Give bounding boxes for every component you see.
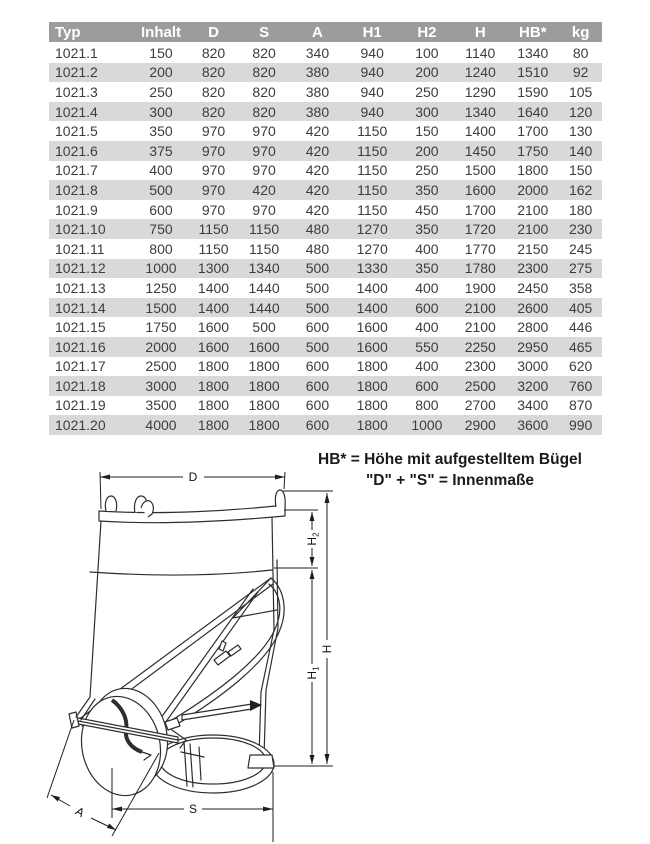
table-cell: 250 [415,162,439,179]
table-cell: 1800 [248,358,280,375]
cell-typ: 1021.11 [55,240,105,257]
cell-typ: 1021.3 [55,83,98,100]
table-cell: 940 [360,45,384,62]
table-cell: 1600 [345,337,400,357]
table-cell: 940 [345,102,400,122]
table-cell: 100 [415,45,439,62]
legend-line-hb: HB* = Höhe mit aufgestelltem Bügel [318,451,582,468]
table-cell: 130 [568,123,593,140]
table-cell: 350 [400,219,455,239]
table-cell: 500 [290,259,345,279]
table-cell: 820 [252,45,276,62]
cell-typ: 1021.7 [55,162,98,179]
table-cell: 500 [133,180,189,200]
table-cell: 150 [415,123,439,140]
table-cell: 358 [568,279,593,296]
table-cell: 500 [290,298,345,318]
table-cell: 2700 [464,397,496,414]
table-cell: 1150 [357,162,388,179]
table-cell: 2000 [133,337,189,357]
table-cell: 760 [559,376,602,396]
table-cell: 1720 [454,219,506,239]
table-cell: 400 [415,240,439,257]
table-cell: 1400 [197,279,230,296]
table-cell: 420 [305,123,330,140]
table-cell: 1780 [454,259,506,279]
table-cell: 1000 [400,415,455,435]
table-cell: 1270 [345,219,400,239]
table-cell: 3500 [145,397,177,414]
col-header-s: S [238,22,290,43]
table-cell: 800 [415,397,439,414]
table-cell: 1750 [145,319,177,336]
table-cell: 1340 [517,45,549,62]
table-cell: 2300 [464,358,496,375]
table-cell: 820 [201,45,226,62]
dim-h [273,491,334,766]
table-cell: 2000 [506,180,559,200]
col-header-inhalt: Inhalt [133,22,189,43]
table-cell: 1510 [506,63,559,83]
table-cell: 1590 [517,83,549,100]
cell-typ: 1021.12 [49,259,133,279]
support-strut [182,700,262,720]
col-header-a: A [290,22,345,43]
table-cell: 820 [201,83,226,100]
table-cell: 940 [360,83,384,100]
table-cell: 1340 [454,102,506,122]
table-cell: 380 [290,63,345,83]
table-cell: 1250 [145,279,177,296]
table-cell: 870 [568,397,593,414]
table-cell: 1800 [345,415,400,435]
table-cell: 820 [189,102,238,122]
table-cell: 600 [290,376,345,396]
cell-typ: 1021.6 [49,141,133,161]
table-cell: 446 [568,319,593,336]
table-cell: 1500 [464,162,496,179]
table-cell: 3000 [517,358,549,375]
table-cell: 300 [133,102,189,122]
dim-label-h1: $H_1$ [305,666,321,680]
table-cell: 350 [400,180,455,200]
cell-typ: 1021.1 [55,45,98,62]
table-cell: 1800 [356,397,388,414]
table-cell: 405 [559,298,602,318]
table-cell: 2150 [517,240,549,257]
table-cell: 1600 [454,180,506,200]
table-cell: 4000 [133,415,189,435]
table-cell: 1150 [357,123,388,140]
dim-label-a: A [73,803,87,821]
table-cell: 2600 [506,298,559,318]
table-cell: 600 [400,298,455,318]
table-cell: 970 [189,180,238,200]
table-cell: 1150 [238,219,290,239]
table-cell: 820 [252,83,276,100]
table-cell: 1750 [506,141,559,161]
table-cell: 2900 [454,415,506,435]
table-cell: 350 [149,123,173,140]
col-header-kg: kg [559,22,602,43]
table-cell: 420 [290,141,345,161]
table-cell: 400 [415,319,439,336]
table-cell: 1440 [238,298,290,318]
table-cell: 150 [568,162,593,179]
table-cell: 1800 [238,415,290,435]
table-cell: 970 [189,141,238,161]
table-cell: 820 [189,63,238,83]
table-cell: 3600 [506,415,559,435]
table-cell: 250 [149,83,173,100]
table-cell: 620 [568,358,593,375]
table-cell: 300 [400,102,455,122]
table-cell: 1600 [197,319,230,336]
table-cell: 1140 [465,45,496,62]
table-cell: 600 [305,319,330,336]
table-cell: 970 [252,123,276,140]
table-cell: 450 [415,201,439,218]
table-cell: 400 [149,162,173,179]
table-cell: 200 [400,141,455,161]
cell-typ: 1021.10 [49,219,133,239]
dim-label-s: S [188,802,198,816]
col-header-h: H [454,22,506,43]
table-cell: 600 [149,201,173,218]
cell-typ: 1021.20 [49,415,133,435]
table-cell: 2300 [506,259,559,279]
table-cell: 420 [305,201,330,218]
cell-typ: 1021.14 [49,298,133,318]
col-header-d: D [189,22,238,43]
table-cell: 2950 [506,337,559,357]
lug-left [105,496,116,511]
table-cell: 820 [238,63,290,83]
table-cell: 400 [415,279,439,296]
table-cell: 940 [345,63,400,83]
table-cell: 2800 [517,319,549,336]
table-cell: 500 [252,319,276,336]
dim-d [100,470,285,509]
table-cell: 970 [238,141,290,161]
table-cell: 1800 [248,397,280,414]
table-cell: 970 [252,201,276,218]
table-cell: 2100 [506,219,559,239]
table-cell: 92 [559,63,602,83]
table-cell: 600 [305,358,330,375]
cell-typ: 1021.9 [55,201,98,218]
cell-typ: 1021.19 [55,397,106,414]
table-cell: 80 [572,45,589,62]
table-cell: 1900 [464,279,496,296]
table-cell: 2100 [517,201,549,218]
table-cell: 1700 [517,123,549,140]
table-cell: 970 [201,162,226,179]
table-cell: 105 [568,83,593,100]
table-cell: 1770 [464,240,496,257]
table-cell: 990 [559,415,602,435]
table-cell: 200 [400,63,455,83]
table-cell: 500 [305,279,330,296]
table-cell: 1450 [454,141,506,161]
table-cell: 1150 [249,240,280,257]
table-cell: 150 [149,45,173,62]
table-cell: 2100 [454,298,506,318]
table-cell: 380 [290,102,345,122]
table-cell: 380 [305,83,330,100]
table-cell: 1400 [464,123,496,140]
col-header-hb: HB* [506,22,559,43]
dim-label-h: H [320,644,334,654]
dim-h2-h1 [274,510,321,764]
table-cell: 420 [238,180,290,200]
table-cell: 1150 [357,201,388,218]
cell-typ: 1021.5 [55,123,98,140]
table-cell: 180 [568,201,593,218]
table-cell: 1800 [517,162,549,179]
table-cell: 140 [559,141,602,161]
table-cell: 480 [290,219,345,239]
table-cell: 1270 [356,240,388,257]
table-cell: 1700 [464,201,496,218]
table-cell: 1240 [454,63,506,83]
table-cell: 1330 [345,259,400,279]
lug-right [275,490,285,507]
cell-typ: 1021.4 [49,102,133,122]
dim-label-d: D [188,470,198,484]
cell-typ: 1021.2 [49,63,133,83]
dim-label-h2: $H_2$ [305,532,321,546]
table-cell: 800 [149,240,173,257]
table-cell: 1150 [198,240,229,257]
table-cell: 375 [133,141,189,161]
table-cell: 1800 [197,358,230,375]
table-cell: 1800 [189,376,238,396]
cell-typ: 1021.13 [55,279,106,296]
table-cell: 420 [305,162,330,179]
table-cell: 1400 [345,298,400,318]
table-cell: 1150 [345,141,400,161]
table-cell: 2250 [454,337,506,357]
table-cell: 600 [290,415,345,435]
table-cell: 1440 [248,279,280,296]
table-cell: 970 [252,162,276,179]
table-cell: 3000 [133,376,189,396]
table-cell: 400 [415,358,439,375]
table-cell: 970 [201,201,226,218]
table-cell: 3400 [517,397,549,414]
col-header-h2: H2 [400,22,455,43]
table-cell: 1800 [189,415,238,435]
table-cell: 2500 [145,358,177,375]
table-cell: 350 [400,259,455,279]
table-cell: 340 [305,45,330,62]
table-cell: 550 [400,337,455,357]
legend-line-ds: "D" + "S" = Innenmaße [365,472,535,489]
table-cell: 245 [568,240,593,257]
cell-typ: 1021.16 [49,337,133,357]
table-cell: 1340 [238,259,290,279]
table-cell: 2500 [454,376,506,396]
table-cell: 2450 [517,279,549,296]
table-cell: 750 [133,219,189,239]
table-cell: 200 [133,63,189,83]
table-cell: 1640 [506,102,559,122]
table-cell: 1150 [189,219,238,239]
table-cell: 230 [559,219,602,239]
table-cell: 162 [559,180,602,200]
table-cell: 1800 [356,358,388,375]
table-cell: 1000 [133,259,189,279]
table-cell: 275 [559,259,602,279]
table-cell: 1500 [133,298,189,318]
table-cell: 250 [415,83,439,100]
table-cell: 420 [290,180,345,200]
table-cell: 1300 [189,259,238,279]
table-cell: 970 [201,123,226,140]
table-cell: 480 [305,240,330,257]
table-cell: 2100 [464,319,496,336]
table-cell: 1400 [356,279,388,296]
rim [99,490,285,523]
cell-typ: 1021.15 [55,319,106,336]
cell-typ: 1021.17 [55,358,106,375]
table-cell: 120 [559,102,602,122]
table-cell: 1150 [345,180,400,200]
table-cell: 1600 [356,319,388,336]
table-cell: 1400 [189,298,238,318]
table-cell: 500 [290,337,345,357]
table-cell: 1600 [189,337,238,357]
cell-typ: 1021.18 [49,376,133,396]
table-cell: 600 [305,397,330,414]
table-cell: 1290 [464,83,496,100]
table-cell: 1800 [345,376,400,396]
col-header-typ: Typ [49,22,133,43]
table-cell: 3200 [506,376,559,396]
table-cell: 1800 [197,397,230,414]
table-cell: 1800 [238,376,290,396]
cell-typ: 1021.8 [49,180,133,200]
col-header-h1: H1 [345,22,400,43]
table-cell: 820 [238,102,290,122]
table-cell: 600 [400,376,455,396]
table-cell: 465 [559,337,602,357]
table-cell: 1600 [238,337,290,357]
